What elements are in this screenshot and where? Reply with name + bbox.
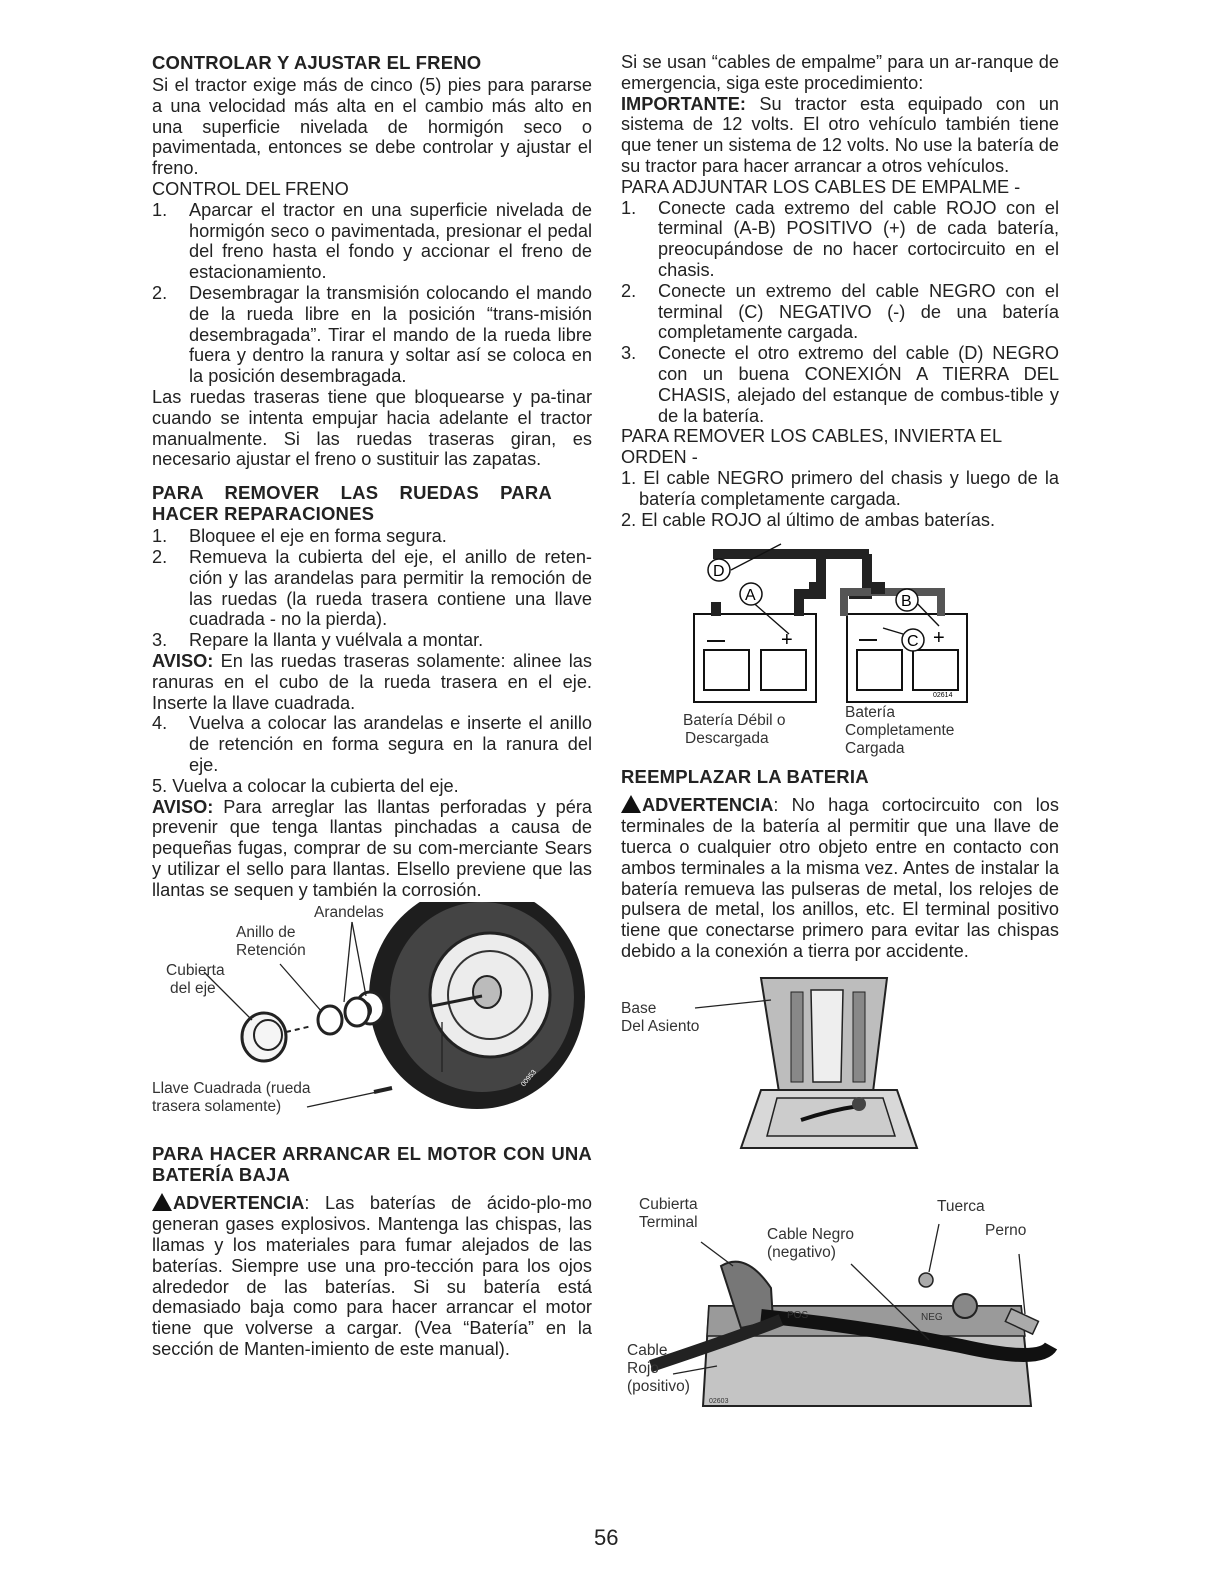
replace-battery-title: REEMPLAZAR LA BATERIA [621,766,869,788]
low-battery-warning: ADVERTENCIA: Las baterías de ácido-plo-mo generan gases explosivos. Mantenga las chispas, las llamas y los materiales para fumar alejados de las baterías. Siempre use una pro-tección para los ojos alrededor de las baterías. Si su batería está demasiado baja como para hacer arrancar el motor tiene que volverse a cargar. (Vea “Batería” en la sección de Manten-imiento de este manual). [152,1193,592,1360]
label-cubierta-terminal-1: Cubierta [639,1195,698,1213]
brake-steps [152,200,592,387]
pos-marking: POS [787,1309,809,1321]
attach-cables-title: PARA ADJUNTAR LOS CABLES DE EMPALME - [621,176,1021,197]
list-item: 2. Remueva la cubierta del eje, el anillo de reten-ción y las arandelas para permitir la remoción de las ruedas (la rueda trasera contiene una llave cuadrada - no la pierda). [152,546,592,630]
attach-steps [621,198,1059,427]
label-llave-1: Llave Cuadrada (rueda [152,1080,311,1098]
label-perno: Perno [985,1221,1027,1239]
right-column [621,52,1059,1408]
label-arandelas: Arandelas [314,904,384,922]
brake-section-title: CONTROLAR Y AJUSTAR EL FRENO [152,52,482,73]
remove-step-1: 1. El cable NEGRO primero del chasis y luego de la batería completamente cargada. [621,467,1059,509]
list-item: 3. Conecte el otro extremo del cable (D) NEGRO con un buena CONEXIÓN A TIERRA DEL CHASIS, alejado del estanque de combus-tible y de la batería. [621,343,1059,426]
brake-outro: Las ruedas traseras tiene que bloquearse y pa-tinar cuando se intenta empujar hacia adelante el tractor manualmente. Si las ruedas traseras giran, es necesario ajustar el freno o sustituir las zapatas. [152,386,592,470]
figure-code: 02603 [709,1397,729,1405]
neg-marking: NEG [921,1311,943,1323]
low-battery-section-title: PARA HACER ARRANCAR EL MOTOR CON UNA BATERÍA BAJA [152,1143,592,1186]
label-full-2: Completamente [845,722,955,740]
remove-cables-title: PARA REMOVER LOS CABLES, INVIERTA EL ORDEN - [621,426,1002,468]
brake-control-subtitle: CONTROL DEL FRENO [152,178,349,199]
important-note: IMPORTANTE: Su tractor esta equipado con un sistema de 12 volts. El otro vehículo también tiene que tener un sistema de 12 volts. No use la batería de su tractor para hacer arrancar a otros vehículos. [621,93,1059,176]
label-cubierta-terminal-2: Terminal [639,1213,698,1231]
label-cable-rojo-3: (positivo) [627,1377,690,1395]
wheels-section-title: PARA REMOVER LAS RUEDAS PARA HACER REPARACIONES [152,482,552,525]
jumper-intro: Si se usan “cables de empalme” para un ar-ranque de emergencia, siga este procedimiento: [621,52,1059,93]
list-item: 3. Repare la llanta y vuélvala a montar. [152,630,484,651]
replace-battery-warning: ADVERTENCIA: No haga cortocircuito con los terminales de la batería al permitir que una llave de tuerca o cualquier otro objeto entre en contacto con ambos terminales a la misma vez. Antes de instalar la batería remueva las pulseras de metal, los relojes de pulsera de metal, los anillos, etc. El terminal positivo tiene que conectarse primero para evitar las chispas debido a la conexión a tierra por accidente. [621,795,1059,961]
wheels-step-4 [152,713,592,775]
page-number: 56 [594,1525,619,1550]
list-item: 2. Desembragar la transmisión colocando el mando de la rueda libre en la posición “trans-misión desembragada”. Tirar el mando de la rueda libre fuera y dentro la ranura y soltar así se coloca en la posición desembragada. [152,282,592,387]
list-item: 4. Vuelva a colocar las arandelas e inserte el anillo de retención en forma segura en la ranura del eje. [152,713,592,775]
figure-code: 02614 [933,692,953,700]
plus-sign: + [781,629,793,652]
wheels-steps [152,526,592,651]
label-cable-rojo-2: Rojo [627,1359,659,1377]
label-tuerca: Tuerca [937,1197,985,1215]
list-item: 2. Conecte un extremo del cable NEGRO con el terminal (C) NEGATIVO (-) de una batería completamente cargada. [621,280,1059,343]
label-full-3: Cargada [845,740,905,758]
label-cable-rojo-1: Cable [627,1341,668,1359]
jumper-cable-diagram [621,542,1059,760]
label-d: D [713,563,725,581]
wheels-step-5: 5. Vuelva a colocar la cubierta del eje. [152,775,459,796]
list-item: 1. Aparcar el tractor en una superficie nivelada de hormigón seco o pavimentada, presionar el pedal del freno hasta el fondo y accionar el freno de estacionamiento. [152,199,592,283]
wheel-diagram [152,902,592,1127]
aviso-note-2: AVISO: Para arreglar las llantas perforadas y péra prevenir que tenga llantas pinchadas a causa de pequeñas fugas, comprar de su com-merciante Sears y utilizar el sello para llantas. Elsello previene que las llantas se sequen y también la corrosión. [152,796,592,900]
label-llave-2: trasera solamente) [152,1098,282,1116]
label-full-1: Batería [845,704,895,722]
left-column [152,52,592,1360]
seat-base-diagram [621,970,1059,1190]
warning-icon [621,795,641,813]
label-cubierta-2: del eje [170,980,216,998]
label-anillo-2: Retención [236,942,306,960]
seat-base-illustration [621,970,1059,1190]
battery-terminal-diagram [621,1196,1059,1408]
figure-code: 00953 [520,1069,539,1089]
label-weak-1: Batería Débil o [683,712,786,730]
label-anillo-1: Anillo de [236,924,296,942]
label-a: A [745,587,756,605]
remove-step-2: 2. El cable ROJO al último de ambas baterías. [621,509,996,530]
label-base-2: Del Asiento [621,1017,700,1035]
label-b: B [901,593,912,611]
label-weak-2: Descargada [685,730,769,748]
list-item: 1. Conecte cada extremo del cable ROJO con el terminal (A-B) POSITIVO (+) de cada batería, preocupándose de no hacer cortocircuito en el chasis. [621,197,1059,280]
label-base-1: Base [621,999,657,1017]
label-cubierta-1: Cubierta [166,962,225,980]
brake-intro: Si el tractor exige más de cinco (5) pies para pararse a una velocidad más alta en el cambio más alto en una superficie nivelada de hormigón seco o pavimentada, entonces se debe controlar y ajustar el freno. [152,75,592,179]
list-item: 1. Bloquee el eje en forma segura. [152,526,447,547]
label-cable-negro-1: Cable Negro [767,1225,855,1243]
plus-sign: + [933,627,945,650]
label-cable-negro-2: (negativo) [767,1243,836,1261]
aviso-note-1: AVISO: En las ruedas traseras solamente: alinee las ranuras en el cubo de la rueda trasera en el eje. Inserte la llave cuadrada. [152,650,592,713]
label-c: C [907,633,919,651]
warning-icon [152,1193,172,1211]
